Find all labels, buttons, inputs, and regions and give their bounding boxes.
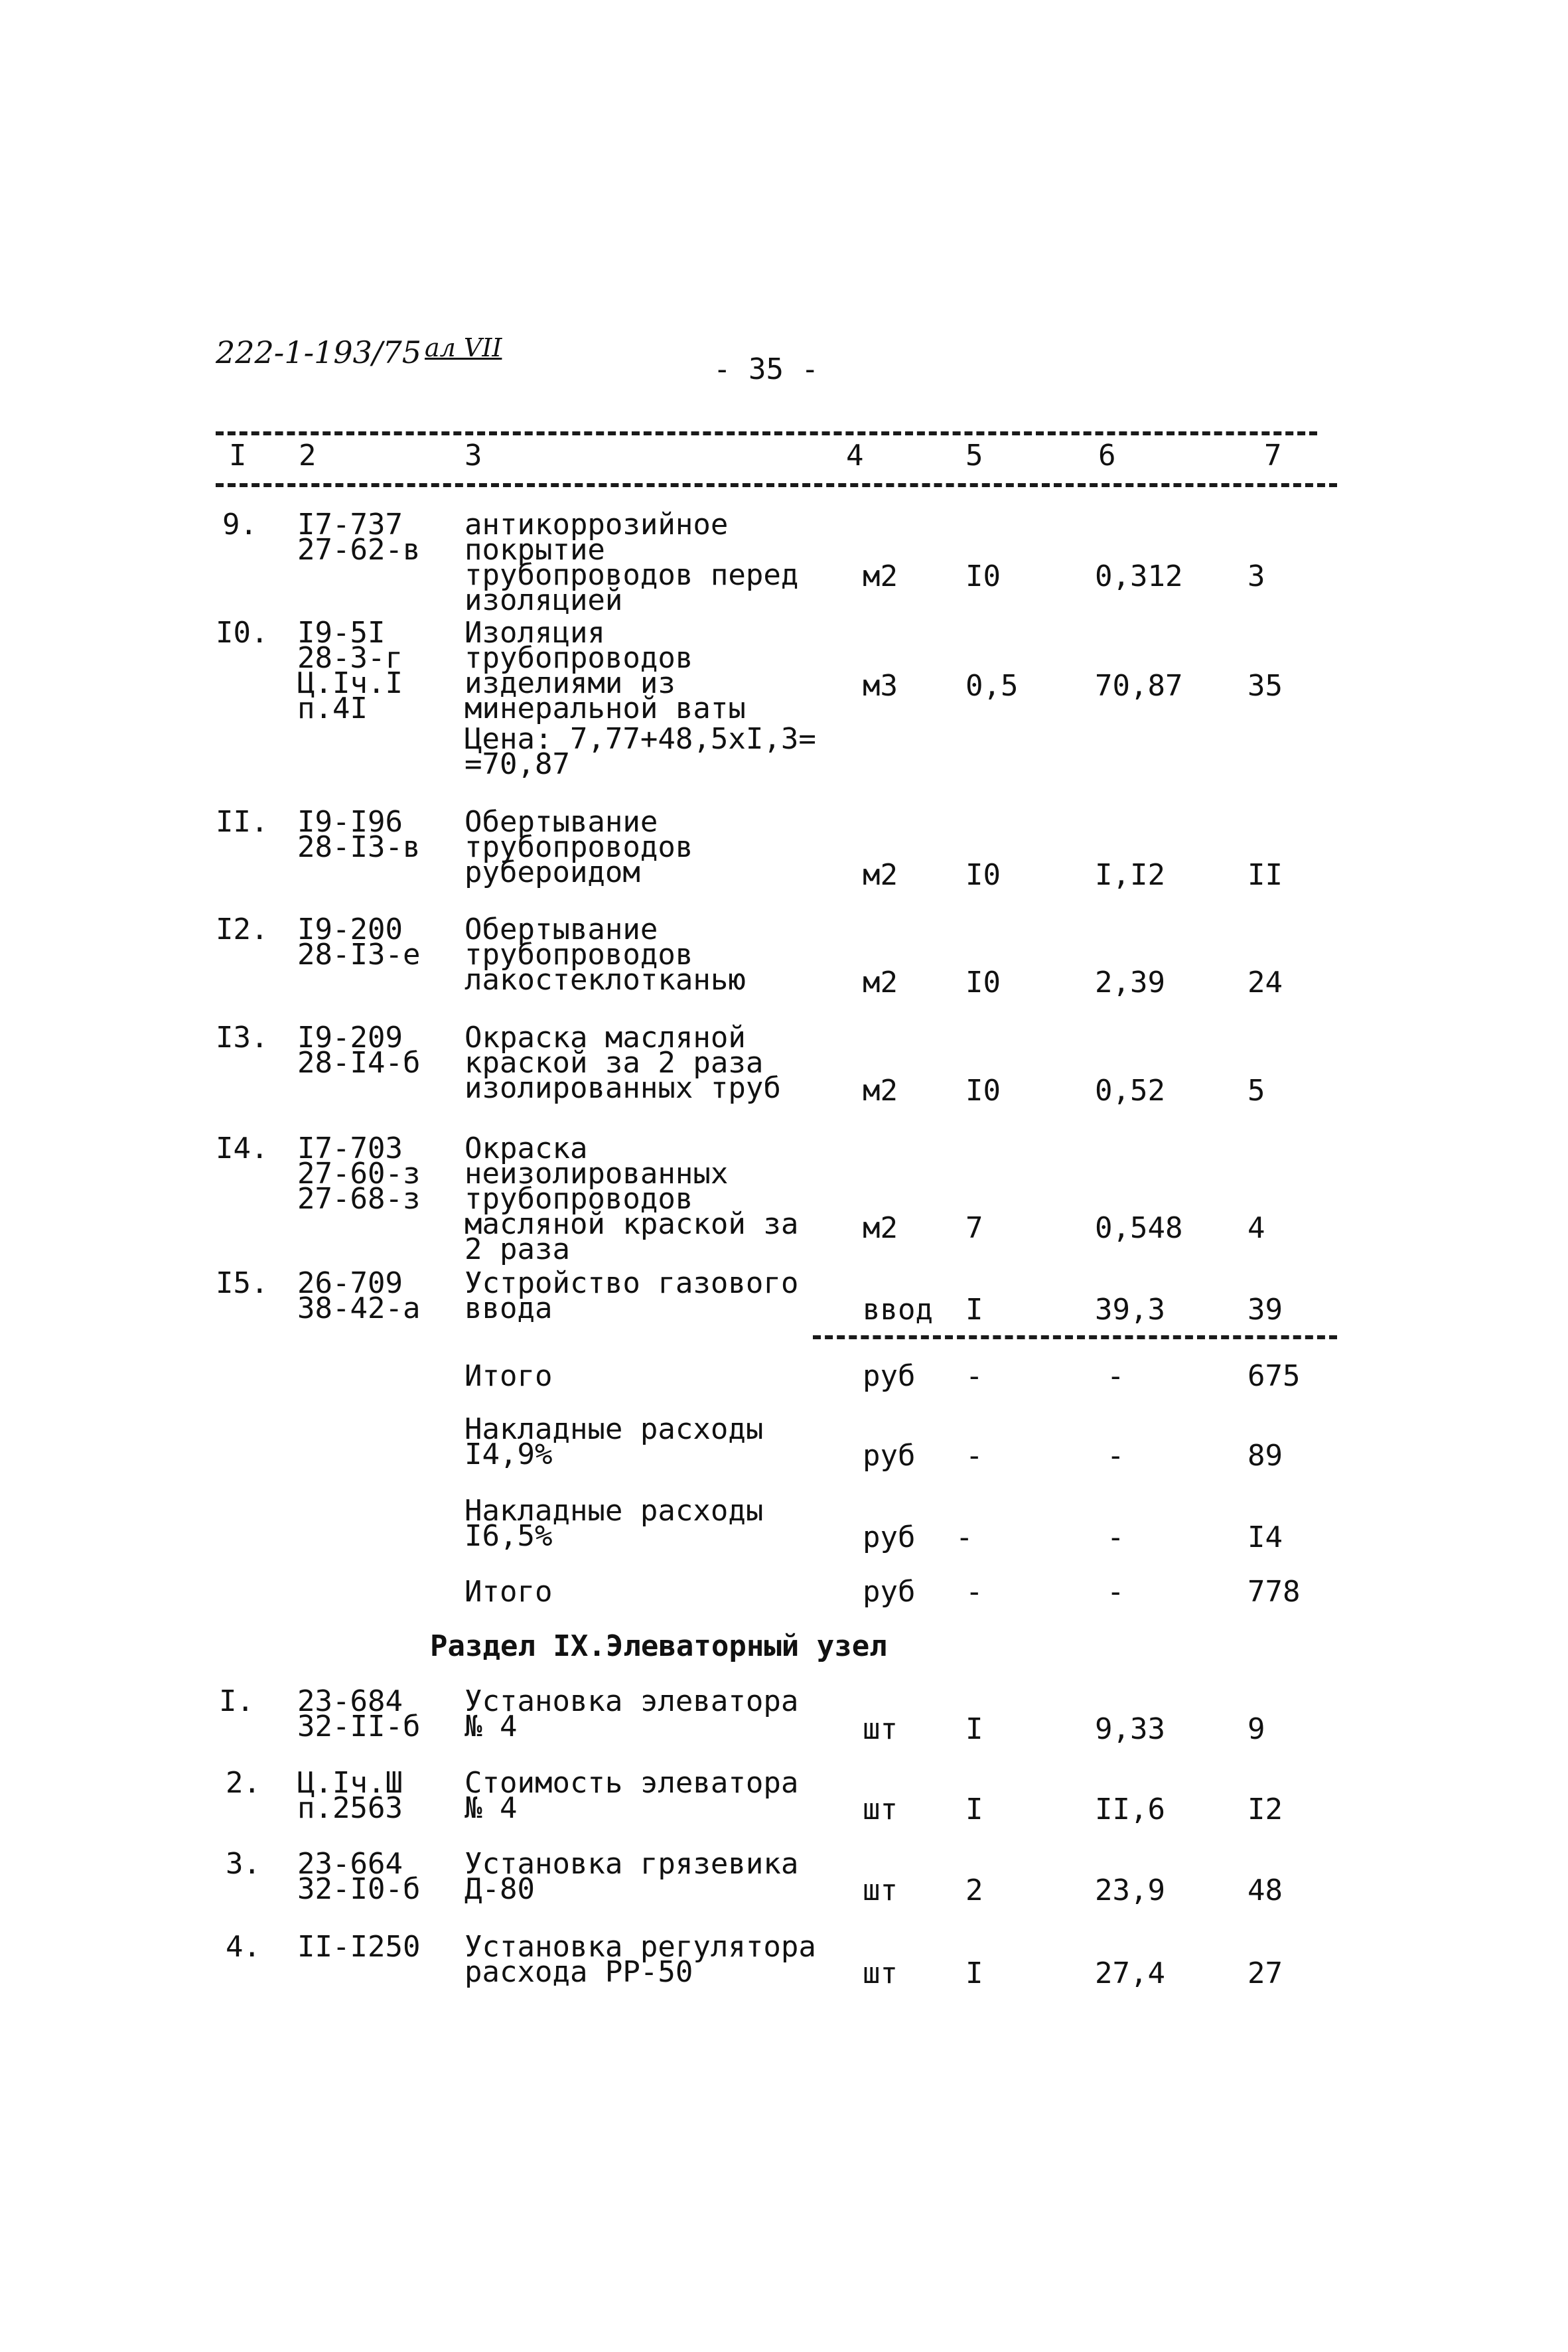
col-header-5: 5 — [965, 439, 983, 473]
col-header-6: 6 — [1098, 439, 1116, 473]
row-unit: шт — [863, 1956, 898, 1990]
row-name: Установка регулятора расхода РР-50 — [464, 1930, 816, 1989]
row-code: 23-684 32-II-б — [297, 1684, 421, 1743]
row-unit: шт — [863, 1712, 898, 1746]
document-code: 222-1-193/75 — [216, 334, 421, 370]
summary-label: Итого — [464, 1359, 553, 1393]
summary-price: - — [1107, 1520, 1125, 1554]
row-price: 70,87 — [1095, 669, 1183, 703]
summary-unit: руб — [863, 1359, 916, 1393]
row-total: 27 — [1247, 1956, 1283, 1990]
row-price: 27,4 — [1095, 1956, 1165, 1990]
row-qty: I0 — [965, 559, 1001, 593]
row-unit: шт — [863, 1793, 898, 1826]
row-price: 2,39 — [1095, 966, 1165, 999]
row-number: I5. — [216, 1266, 269, 1300]
col-header-2: 2 — [299, 439, 317, 473]
row-name: антикоррозийное покрытие трубопроводов перед изоляцией — [464, 508, 799, 617]
header-rule-bottom — [216, 483, 1337, 487]
row-name: Окраска масляной краской за 2 раза изолированных труб — [464, 1021, 781, 1105]
row-total: 35 — [1247, 669, 1283, 703]
row-number: I2. — [216, 913, 269, 946]
summary-price: - — [1107, 1575, 1125, 1609]
row-name: Обертывание трубопроводов лакостеклотканью — [464, 913, 746, 997]
row-qty: 2 — [965, 1874, 983, 1907]
summary-label: Накладные расходы I6,5% — [464, 1494, 764, 1553]
row-number: I0. — [216, 616, 269, 650]
row-total: 3 — [1247, 559, 1265, 593]
summary-total: 89 — [1247, 1439, 1283, 1473]
row-code: I9-209 28-I4-б — [297, 1021, 421, 1080]
row-qty: 0,5 — [965, 669, 1019, 703]
row-qty: 7 — [965, 1211, 983, 1245]
summary-label: Накладные расходы I4,9% — [464, 1412, 764, 1471]
row-code: II-I250 — [297, 1930, 421, 1964]
row-name: Устройство газового ввода — [464, 1266, 799, 1325]
row-name: Изоляция трубопроводов изделиями из минеральной ваты — [464, 616, 746, 725]
row-price: 0,52 — [1095, 1074, 1165, 1108]
col-header-4: 4 — [846, 439, 864, 473]
summary-total: 675 — [1247, 1359, 1301, 1393]
row-total: 39 — [1247, 1293, 1283, 1327]
header-rule-top — [216, 431, 1317, 435]
row-total: 5 — [1247, 1074, 1265, 1108]
row-price: 9,33 — [1095, 1712, 1165, 1746]
summary-qty: - — [965, 1575, 983, 1609]
col-header-7: 7 — [1264, 439, 1282, 473]
page-number: - 35 - — [713, 352, 819, 386]
summary-qty: - — [965, 1439, 983, 1473]
row-number: I4. — [216, 1132, 269, 1165]
row-total: II — [1247, 858, 1283, 892]
row-price: II,6 — [1095, 1793, 1165, 1826]
col-header-3: 3 — [464, 439, 482, 473]
row-unit: м2 — [863, 559, 898, 593]
row-qty: I0 — [965, 966, 1001, 999]
summary-total: I4 — [1247, 1520, 1283, 1554]
row-qty: I — [965, 1956, 983, 1990]
row-total: 4 — [1247, 1211, 1265, 1245]
row-total: I2 — [1247, 1793, 1283, 1826]
row-qty: I — [965, 1293, 983, 1327]
row-code: 23-664 32-I0-б — [297, 1847, 421, 1906]
row-qty: I — [965, 1712, 983, 1746]
section-title: Раздел IX.Элеваторный узел — [430, 1629, 887, 1663]
summary-label: Итого — [464, 1575, 553, 1609]
row-total: 9 — [1247, 1712, 1265, 1746]
summary-qty: - — [965, 1359, 983, 1393]
row-name: Установка грязевика Д-80 — [464, 1847, 799, 1906]
summary-total: 778 — [1247, 1575, 1301, 1609]
row-number: II. — [216, 805, 269, 839]
row-qty: I0 — [965, 1074, 1001, 1108]
row-code: I7-737 27-62-в — [297, 508, 421, 567]
summary-qty: - — [956, 1520, 973, 1554]
row-number: 3. — [226, 1847, 261, 1881]
row-total: 48 — [1247, 1874, 1283, 1907]
row-unit: шт — [863, 1874, 898, 1907]
row-code: 26-709 38-42-а — [297, 1266, 421, 1325]
row-price: 0,548 — [1095, 1211, 1183, 1245]
row-code: Ц.Iч.Ш п.2563 — [297, 1766, 403, 1825]
row-name: Установка элеватора № 4 — [464, 1684, 799, 1743]
summary-unit: руб — [863, 1520, 916, 1554]
row-price: 39,3 — [1095, 1293, 1165, 1327]
row-code: I9-5I 28-3-г Ц.Iч.I п.4I — [297, 616, 403, 725]
subtotal-rule — [813, 1335, 1337, 1339]
row-price: 0,312 — [1095, 559, 1183, 593]
summary-unit: руб — [863, 1575, 916, 1609]
row-code: I9-200 28-I3-е — [297, 913, 421, 972]
row-name: Обертывание трубопроводов рубероидом — [464, 805, 693, 889]
row-number: 9. — [222, 508, 257, 542]
col-header-1: I — [229, 439, 247, 473]
row-name: Стоимость элеватора № 4 — [464, 1766, 799, 1825]
row-qty: I0 — [965, 858, 1001, 892]
row-unit: м2 — [863, 966, 898, 999]
row-unit: ввод — [863, 1293, 933, 1327]
row-unit: м2 — [863, 1074, 898, 1108]
summary-unit: руб — [863, 1439, 916, 1473]
row-unit: м2 — [863, 1211, 898, 1245]
row-name: Окраска неизолированных трубопроводов масляной краской за 2 раза — [464, 1132, 799, 1266]
price-note: Цена: 7,77+48,5хI,3= =70,87 — [464, 722, 816, 781]
album-mark: ал VII — [425, 333, 502, 362]
row-number: I. — [219, 1684, 254, 1718]
row-code: I7-703 27-60-з 27-68-з — [297, 1132, 421, 1216]
row-price: 23,9 — [1095, 1874, 1165, 1907]
row-total: 24 — [1247, 966, 1283, 999]
row-unit: м3 — [863, 669, 898, 703]
row-qty: I — [965, 1793, 983, 1826]
row-number: I3. — [216, 1021, 269, 1055]
summary-price: - — [1107, 1439, 1125, 1473]
row-number: 4. — [226, 1930, 261, 1964]
summary-price: - — [1107, 1359, 1125, 1393]
row-price: I,I2 — [1095, 858, 1165, 892]
row-number: 2. — [226, 1766, 261, 1800]
row-code: I9-I96 28-I3-в — [297, 805, 421, 864]
row-unit: м2 — [863, 858, 898, 892]
